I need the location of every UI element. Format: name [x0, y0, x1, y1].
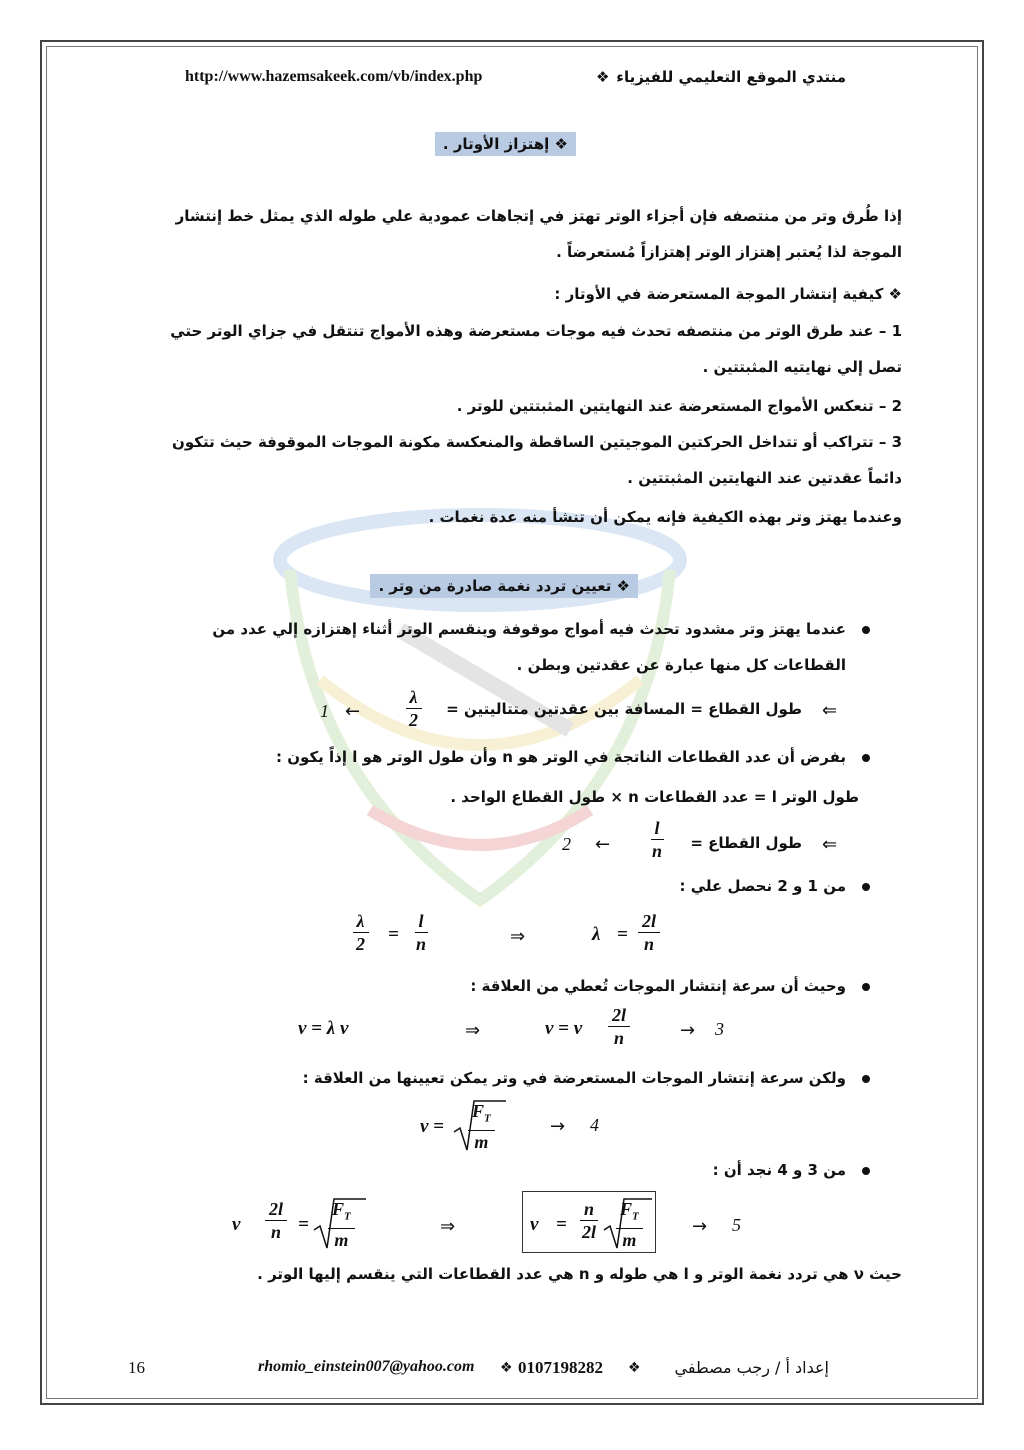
bullet: [862, 983, 870, 991]
numerator: l: [415, 910, 428, 933]
implies-arrow: ⇐: [822, 834, 838, 855]
bullet-text: عندما يهتز وتر مشدود تحدث فيه أمواج موقوفة وينقسم الوتر أثناء إهتزازه إلي عدد من: [212, 620, 846, 638]
bullet-text: القطاعات كل منها عبارة عن عقدتين وبطن .: [516, 656, 846, 674]
equation-lhs: λ: [592, 924, 601, 945]
numerator: F: [472, 1101, 485, 1121]
equation-lhs: v = ν: [545, 1018, 583, 1039]
equation-text: طول القطاع = المسافة بين عقدتين متتاليتين =: [446, 700, 802, 718]
fraction-lambda-over-2: [352, 910, 369, 955]
bullet: [862, 626, 870, 634]
fraction-ft-over-m: [616, 1198, 643, 1251]
list-item-1-cont: تصل إلي نهايتيه المثبتتين .: [702, 358, 902, 376]
numerator: F: [620, 1199, 633, 1219]
header-separator: ❖: [596, 68, 610, 86]
equation-ref: 3: [715, 1019, 724, 1039]
section-title-frequency: ❖ تعيين تردد نغمة صادرة من وتر .: [370, 574, 638, 598]
fraction-ft-over-m: [468, 1100, 495, 1153]
subheading-propagation: ❖ كيفية إنتشار الموجة المستعرضة في الأوتار :: [554, 285, 902, 303]
bullet: [862, 1167, 870, 1175]
footer-separator: ❖: [628, 1360, 641, 1376]
denominator: 2: [409, 710, 418, 730]
bullet-text: بفرض أن عدد القطاعات الناتجة في الوتر هو n وأن طول الوتر هو l إذاً يكون :: [276, 748, 846, 766]
bullet-text: وحيث أن سرعة إنتشار الموجات تُعطي من العلاقة :: [470, 977, 846, 995]
list-item-3: 3 – تتراكب أو تتداخل الحركتين الموجيتين الساقطة والمنعكسة مكونة الموجات الموقوفة حيث تتكون: [172, 433, 902, 451]
denominator: m: [622, 1229, 637, 1250]
bullet-text: ولكن سرعة إنتشار الموجات المستعرضة في وتر يمكن تعيينها من العلاقة :: [302, 1069, 846, 1087]
equation-ref: 2: [562, 834, 571, 854]
equals-sign: =: [388, 924, 399, 945]
fraction-2l-over-n: [608, 1004, 630, 1049]
numerator: λ: [406, 686, 422, 709]
equals-sign: =: [617, 924, 628, 945]
subscript: T: [344, 1210, 351, 1223]
numerator: F: [332, 1199, 345, 1219]
denominator: n: [614, 1028, 625, 1048]
list-item-1: 1 – عند طرق الوتر من منتصفه تحدث فيه موجات مستعرضة وهذه الأمواج تنتقل في جزاي الوتر حتي: [170, 322, 902, 340]
denominator: n: [416, 934, 427, 954]
footer-author: إعداد أ / رجب مصطفي: [674, 1358, 829, 1377]
page-number: 16: [128, 1358, 145, 1377]
bullet: [862, 883, 870, 891]
fraction-lambda-over-2: [405, 686, 422, 731]
right-arrow: →: [550, 1116, 566, 1137]
implies-arrow: ⇐: [822, 700, 838, 721]
fraction-ft-over-m: [328, 1198, 355, 1251]
equation-ref: 5: [732, 1215, 741, 1235]
list-item-3-cont: دائماً عقدتين عند النهايتين المثبتتين .: [627, 469, 902, 487]
bullet-text: من 3 و 4 نجد أن :: [712, 1161, 846, 1179]
equation-ref: 1: [320, 701, 329, 721]
implies-arrow: ⇒: [465, 1020, 481, 1041]
numerator: 2l: [608, 1004, 630, 1027]
right-arrow: →: [680, 1020, 696, 1041]
implies-arrow: ⇒: [440, 1216, 456, 1237]
equals-sign: =: [298, 1214, 309, 1235]
list-item-2: 2 – تنعكس الأمواج المستعرضة عند النهايتين المثبتتين للوتر .: [456, 397, 902, 415]
equation-lhs: v =: [420, 1116, 445, 1137]
section-title-vibration: ❖ إهتزاز الأوتار .: [435, 132, 576, 156]
denominator: m: [474, 1131, 489, 1152]
paragraph-line: إذا طُرق وتر من منتصفه فإن أجزاء الوتر تهتز في إتجاهات عمودية علي طوله الذي يمثل خط إنتشار: [175, 207, 902, 225]
bullet-text: من 1 و 2 نحصل علي :: [679, 877, 846, 895]
numerator: 2l: [638, 910, 660, 933]
right-arrow: →: [692, 1216, 708, 1237]
numerator: l: [651, 817, 664, 840]
equation-wave-speed: v = λ ν: [298, 1018, 349, 1039]
equation-lhs: ν: [232, 1214, 241, 1235]
left-arrow: ←: [345, 701, 361, 722]
denominator: n: [644, 934, 655, 954]
footer-separator: ❖: [500, 1360, 513, 1376]
equation-lhs: ν: [530, 1214, 539, 1235]
denominator: m: [334, 1229, 349, 1250]
footer-email[interactable]: rhomio_einstein007@yahoo.com: [258, 1358, 475, 1375]
fraction-n-over-2l: [578, 1198, 600, 1243]
implies-arrow: ⇒: [510, 926, 526, 947]
closing-sentence: وعندما يهتز وتر بهذه الكيفية فإنه يمكن أن تنشأ منه عدة نغمات .: [428, 508, 902, 526]
subscript: T: [484, 1112, 491, 1125]
denominator: n: [652, 841, 663, 861]
bullet: [862, 1075, 870, 1083]
denominator: n: [271, 1222, 282, 1242]
footer-phone: 0107198282: [518, 1358, 603, 1377]
equation-ref: 4: [590, 1115, 599, 1135]
header-url[interactable]: http://www.hazemsakeek.com/vb/index.php: [185, 68, 483, 85]
equals-sign: =: [556, 1214, 567, 1235]
fraction-2l-over-n: [265, 1198, 287, 1243]
paragraph-line: الموجة لذا يُعتبر إهتزاز الوتر إهتزازاً مُستعرضاً .: [556, 243, 902, 261]
left-arrow: ←: [595, 834, 611, 855]
fraction-l-over-n: [412, 910, 430, 955]
final-definition: حيث ν هي تردد نغمة الوتر و l هي طوله و n هي عدد القطاعات التي ينقسم إليها الوتر .: [257, 1265, 902, 1283]
numerator: n: [580, 1198, 598, 1221]
header-forum-name: منتدي الموقع التعليمي للفيزياء: [616, 68, 846, 86]
equation-text: طول القطاع =: [690, 834, 802, 852]
bullet: [862, 754, 870, 762]
subscript: T: [632, 1210, 639, 1223]
numerator: 2l: [265, 1198, 287, 1221]
numerator: λ: [353, 910, 369, 933]
fraction-2l-over-n: [638, 910, 660, 955]
denominator: 2l: [582, 1222, 597, 1242]
denominator: 2: [356, 934, 365, 954]
bullet-text: طول الوتر l = عدد القطاعات n × طول القطاع الواحد .: [450, 788, 859, 806]
fraction-l-over-n: [648, 817, 666, 862]
